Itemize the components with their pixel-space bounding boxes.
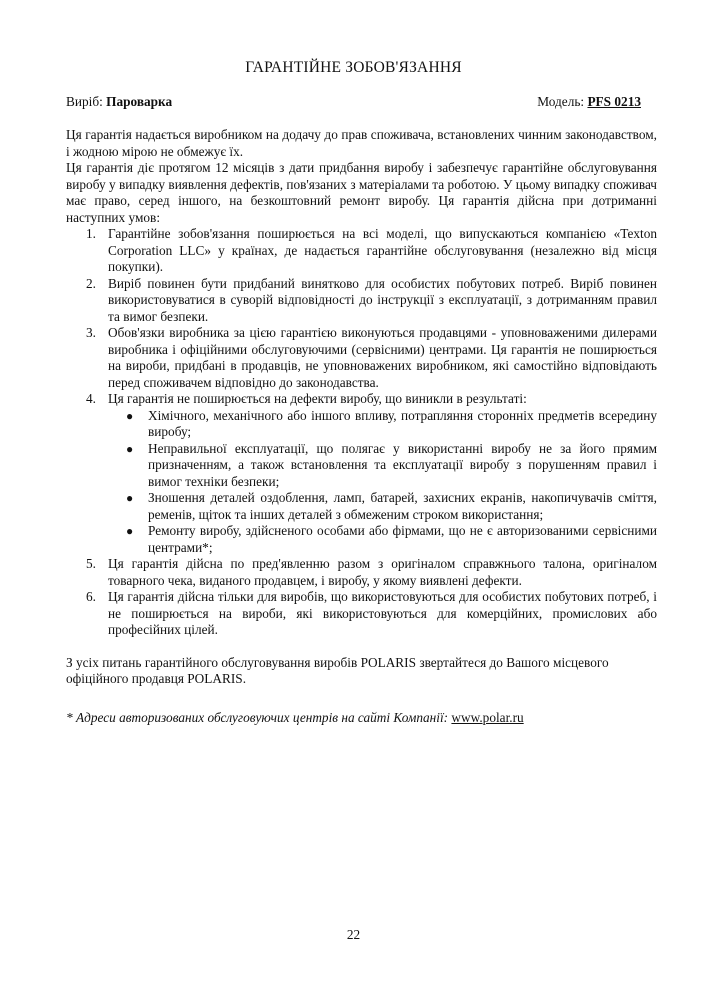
exclusion-text: Зношення деталей оздоблення, ламп, батарей, захисних екранів, накопичувачів сміття, ременів, щіток та інших деталей з обмеженим строком використання;: [148, 490, 657, 522]
bullet-icon: ●: [126, 491, 134, 505]
condition-item: [86, 391, 657, 556]
contact-paragraph: З усіх питань гарантійного обслуговування виробів POLARIS звертайтеся до Вашого місцевого офіційного продавця POLARIS.: [66, 654, 609, 686]
condition-number: 6.: [86, 589, 96, 604]
exclusion-text: Хімічного, механічного або іншого впливу, потрапляння сторонніх предметів всередину виробу;: [148, 407, 657, 439]
exclusion-item: [126, 490, 657, 523]
condition-text: Ця гарантія дійсна по пред'явленню разом з оригіналом справжнього талона, оригіналом товарного чека, виданого продавцем, і виробу, у якому виявлені дефекти.: [108, 556, 657, 588]
condition-text: Виріб повинен бути придбаний винятково для особистих побутових потреб. Виріб повинен використовуватися в суворій відповідності до інструкції з експлуатації, з дотриманням правил та вимог безпеки.: [108, 275, 657, 324]
conditions-list: [66, 226, 657, 639]
condition-number: 1.: [86, 226, 96, 241]
condition-text: Ця гарантія дійсна тільки для виробів, що використовуються для особистих побутових потреб, і не поширюється на вироби, які використовуються для комерційних, промислових або професійних цілей.: [108, 589, 657, 637]
bullet-icon: ●: [126, 441, 134, 456]
website-link[interactable]: www.polar.ru: [451, 709, 524, 725]
exclusions-list: [108, 408, 657, 557]
exclusion-item: [126, 523, 657, 556]
footnote-text: * Адреси авторизованих обслуговуючих центрів на сайті Компанії:: [66, 709, 449, 725]
product-info-line: [66, 94, 641, 111]
condition-number: 2.: [86, 275, 96, 291]
condition-item: [86, 325, 657, 391]
product-value: Пароварка: [106, 94, 173, 109]
condition-text: Обов'язки виробника за цією гарантією виконуються продавцями - уповноваженими дилерами виробника і офіційними обслуговуючими (сервісними) центрами. Ця гарантія не поширюється на вироби, придбані в продавців, не уповноважених виробником, які самостійно відповідають перед споживачем відповідно до законодавства.: [108, 325, 657, 390]
bullet-icon: ●: [126, 524, 134, 538]
condition-item: [86, 226, 657, 276]
condition-number: 5.: [86, 556, 96, 571]
warranty-body: [66, 127, 657, 726]
intro-paragraph-2: Ця гарантія діє протягом 12 місяців з дати придбання виробу і забезпечує гарантійне обслуговування виробу у випадку виявлення дефектів, пов'язаних з матеріалами та роботою. У цьому випадку споживач має право, серед іншого, на безкоштовний ремонт виробу. Ця гарантія дійсна при дотриманні наступних умов:: [66, 160, 657, 225]
condition-text: Гарантійне зобов'язання поширюється на всі моделі, що випускаються компанією «Texton Corporation LLC» у країнах, де надається гарантійне обслуговування (незалежно від місця покупки).: [108, 226, 657, 274]
model-label: Модель:: [537, 94, 585, 109]
product-label: Виріб:: [66, 94, 103, 109]
exclusion-item: [126, 440, 657, 491]
model-value: PFS 0213: [587, 94, 641, 109]
condition-text: Ця гарантія не поширюється на дефекти виробу, що виникли в результаті:: [108, 391, 527, 406]
intro-paragraph-1: Ця гарантія надається виробником на додачу до прав споживача, встановлених чинним законодавством, і жодною мірою не обмежує їх.: [66, 127, 657, 159]
footnote: [66, 710, 657, 727]
condition-item: [86, 275, 657, 326]
exclusion-text: Неправильної експлуатації, що полягає у використанні виробу не за його прямим призначенням, а також встановлення та експлуатації виробу з порушенням правил і вимог техніки безпеки;: [148, 440, 657, 489]
page-number: 22: [346, 927, 361, 942]
bullet-icon: ●: [126, 408, 134, 423]
page-title: ГАРАНТІЙНЕ ЗОБОВ'ЯЗАННЯ: [245, 59, 462, 76]
condition-item: [86, 589, 657, 639]
condition-number: 3.: [86, 325, 96, 340]
product-info: [66, 94, 172, 111]
condition-number: 4.: [86, 391, 96, 406]
model-info: [537, 94, 641, 111]
exclusion-text: Ремонту виробу, здійсненого особами або фірмами, що не є авторизованими сервісними центрами*;: [148, 523, 657, 555]
condition-item: [86, 556, 657, 589]
exclusion-item: [126, 407, 657, 441]
